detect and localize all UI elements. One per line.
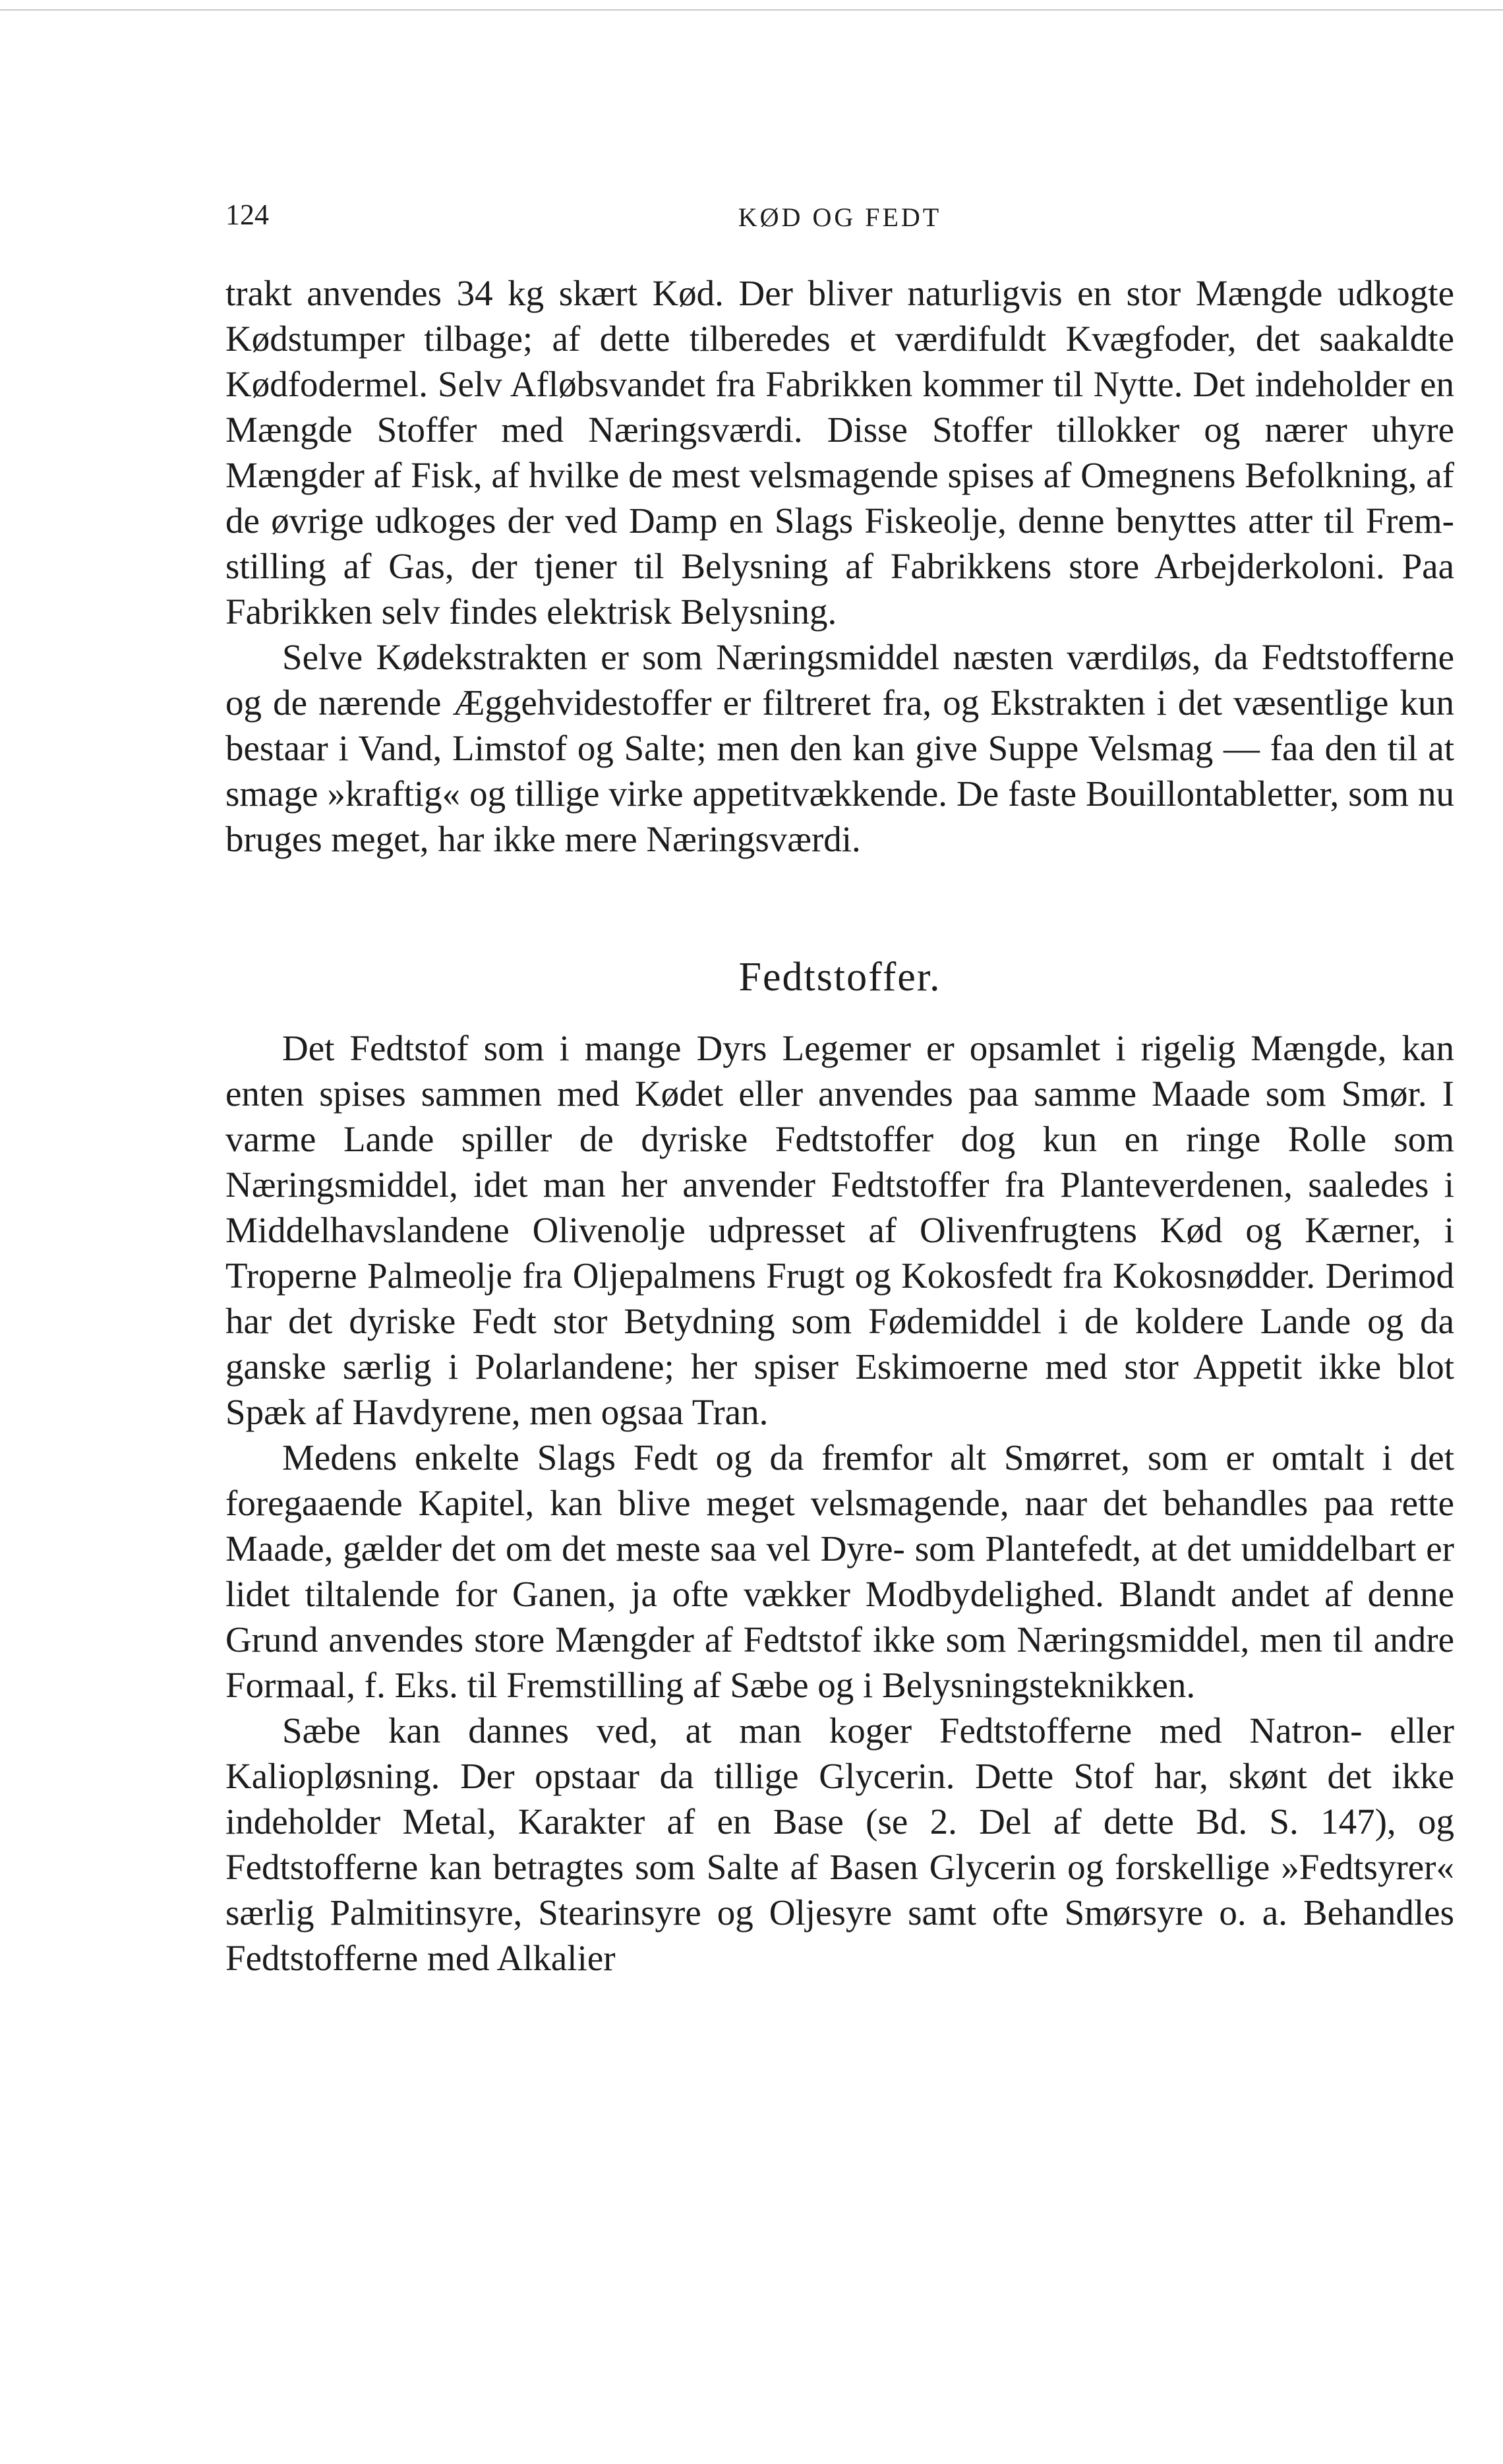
paragraph-fedtstof: Det Fedtstof som i mange Dyrs Legemer er opsamlet i rigelig Mængde, kan enten spises sammen med Kødet eller anvendes paa samme Maade som Smør. I varme Lande spiller de dyriske Fedtstoffer dog kun en ringe Rolle som Næringsmiddel, idet man her anvender Fedtstoffer fra Planteverdenen, saaledes i Middelhavslandene Olivenolje udpresset af Olivenfrugtens Kød og Kærner, i Troperne Palmeolje fra Oljepalmens Frugt og Kokosfedt fra Kokosnødder. Derimod har det dyriske Fedt stor Betydning som Fødemiddel i de koldere Lande og da ganske særlig i Polarlandene; her spiser Eskimoerne med stor Appetit ikke blot Spæk af Havdyrene, men ogsaa Tran.: [225, 1028, 1454, 1432]
scan-edge-rule: [0, 9, 1503, 11]
running-title: KØD OG FEDT: [738, 202, 942, 232]
section-heading: Fedtstoffer.: [738, 955, 941, 1000]
paragraph-kodekstrakt: Selve Kødekstrakten er som Næringsmiddel næsten værdiløs, da Fedtstofferne og de nærende Æggehvidestoffer er filtreret fra, og Ekstrakten i det væsentlige kun bestaar i Vand, Limstof og Salte; men den kan give Suppe Velsmag — faa den til at smage »kraftig« og tillige virke appetitvækkende. De faste Bouillontabletter, som nu bruges meget, har ikke mere Næringsværdi.: [225, 637, 1454, 859]
paragraph-saebe: Sæbe kan dannes ved, at man koger Fedtstofferne med Natron- eller Kaliopløsning. Der opstaar da tillige Glycerin. Dette Stof har, skønt det ikke indeholder Metal, Karakter af en Base (se 2. Del af dette Bd. S. 147), og Fedtstofferne kan betragtes som Salte af Basen Glycerin og forskellige »Fedtsyrer« særlig Palmitinsyre, Stearinsyre og Oljesyre samt ofte Smørsyre o. a. Behandles Fedtstofferne med Alkalier: [225, 1710, 1454, 1978]
paragraph-smor: Medens enkelte Slags Fedt og da fremfor alt Smørret, som er omtalt i det foregaaende Kapitel, kan blive meget velsmagende, naar det behandles paa rette Maade, gælder det om det meste saa vel Dyre- som Plantefedt, at det umiddelbart er lidet tiltalende for Ganen, ja ofte vækker Modbydelighed. Blandt andet af denne Grund anvendes store Mængder af Fedtstof ikke som Næringsmiddel, men til andre Formaal, f. Eks. til Fremstilling af Sæbe og i Belysningsteknikken.: [225, 1437, 1454, 1705]
page-header: [225, 195, 1454, 235]
paragraph-continuation: trakt anvendes 34 kg skært Kød. Der bliver naturligvis en stor Mængde udkogte Kødstumper tilbage; af dette tilberedes et værdifuldt Kvægfoder, det saakaldte Kødfodermel. Selv Afløbsvandet fra Fabrikken kommer til Nytte. Det indeholder en Mængde Stoffer med Næringsværdi. Disse Stoffer tillokker og nærer uhyre Mængder af Fisk, af hvilke de mest velsmagende spises af Omegnens Befolkning, af de øvrige udkoges der ved Damp en Slags Fiskeolje, denne benyttes atter til Fremstilling af Gas, der tjener til Belysning af Fabrikkens store Arbejderkoloni. Paa Fabrikken selv findes elektrisk Belysning.: [225, 273, 1454, 632]
page-number: 124: [225, 198, 269, 231]
page-body: [225, 270, 1454, 1981]
